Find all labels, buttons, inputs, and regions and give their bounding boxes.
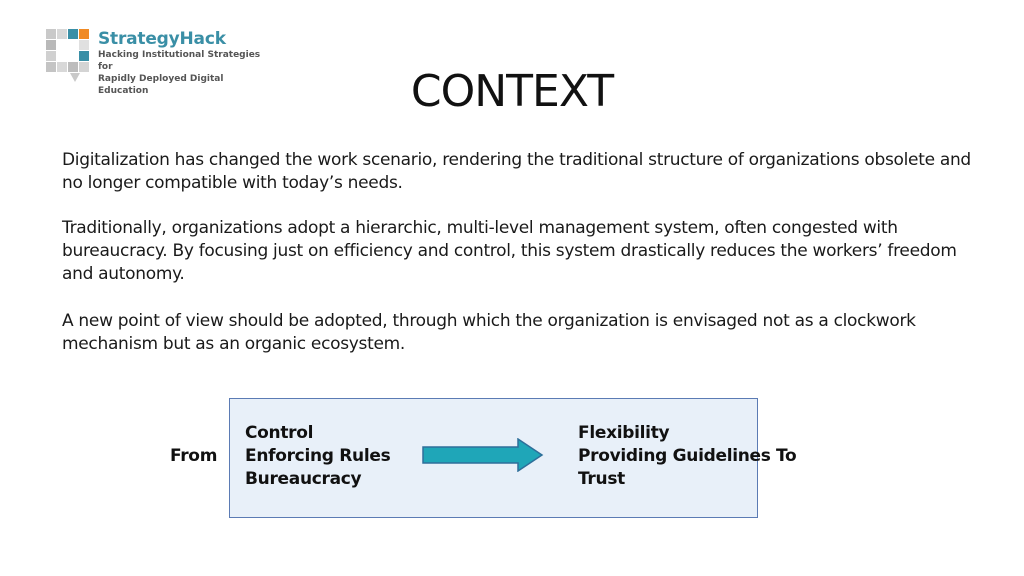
from-list [245, 422, 390, 491]
page-title: CONTEXT [410, 66, 614, 117]
paragraph-traditional-organizations: Traditionally, organizations adopt a hierarchic, multi-level management system, often congested with bureaucracy. By focusing just on efficiency and control, this system drastically reduces the workers’ freedom and autonomy. [62, 218, 957, 284]
to-list [578, 422, 771, 491]
logo-name: StrategyHack [98, 29, 226, 49]
right-arrow-icon [422, 438, 544, 472]
from-item: Control [245, 423, 314, 443]
from-item: Bureaucracy [245, 469, 362, 489]
to-item: Trust [578, 469, 625, 489]
to-label: To [776, 446, 797, 466]
from-item: Enforcing Rules [245, 446, 391, 466]
to-item: Providing Guidelines [578, 446, 771, 466]
paragraph-digitalization: Digitalization has changed the work scenario, rendering the traditional structure of organizations obsolete and no longer compatible with today’s needs. [62, 150, 971, 193]
paragraph-new-point-of-view: A new point of view should be adopted, through which the organization is envisaged not as a clockwork mechanism but as an organic ecosystem. [62, 311, 916, 354]
logo-tagline-1: Hacking Institutional Strategies for [98, 50, 261, 72]
to-item: Flexibility [578, 423, 670, 443]
from-label: From [170, 446, 218, 466]
logo-tagline-2: Rapidly Deployed Digital Education [98, 74, 224, 96]
